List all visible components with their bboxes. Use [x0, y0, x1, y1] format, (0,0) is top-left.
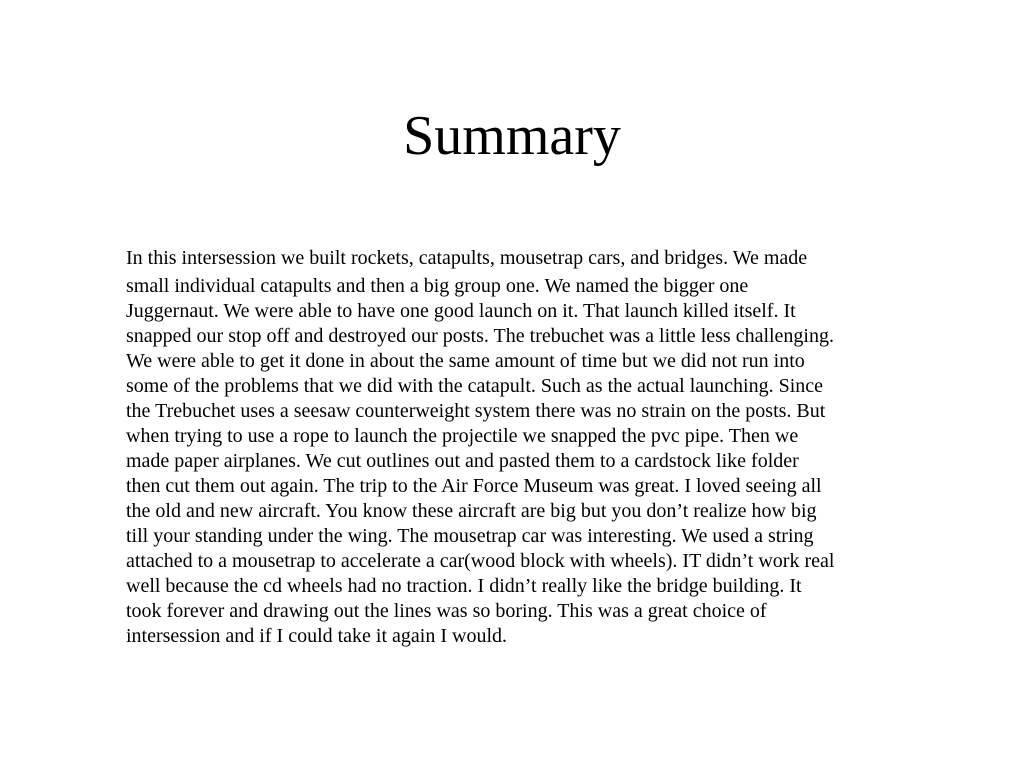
body-line: Juggernaut. We were able to have one good launch on it. That launch killed itself. It — [126, 300, 796, 322]
body-line: when trying to use a rope to launch the projectile we snapped the pvc pipe. Then we — [126, 425, 799, 447]
body-line: some of the problems that we did with the catapult. Such as the actual launching. Since — [126, 375, 824, 397]
body-line: In this intersession we built rockets, catapults, mousetrap cars, and bridges. We made — [126, 247, 808, 269]
body-line: We were able to get it done in about the same amount of time but we did not run into — [126, 350, 805, 372]
slide-title: Summary — [403, 105, 621, 167]
body-line: small individual catapults and then a big group one. We named the bigger one — [126, 275, 749, 297]
body-line: the old and new aircraft. You know these aircraft are big but you don’t realize how big — [126, 500, 817, 522]
summary-paragraph — [126, 246, 946, 649]
body-line: made paper airplanes. We cut outlines out and pasted them to a cardstock like folder — [126, 450, 799, 472]
body-line: attached to a mousetrap to accelerate a car(wood block with wheels). IT didn’t work real — [126, 550, 835, 572]
body-line: well because the cd wheels had no traction. I didn’t really like the bridge building. It — [126, 575, 802, 597]
body-line: snapped our stop off and destroyed our posts. The trebuchet was a little less challenging. — [126, 325, 834, 347]
body-line: intersession and if I could take it again I would. — [126, 625, 508, 647]
body-line: then cut them out again. The trip to the Air Force Museum was great. I loved seeing all — [126, 475, 822, 497]
body-line: the Trebuchet uses a seesaw counterweight system there was no strain on the posts. But — [126, 400, 826, 422]
body-line: till your standing under the wing. The mousetrap car was interesting. We used a string — [126, 525, 814, 547]
body-line: took forever and drawing out the lines was so boring. This was a great choice of — [126, 600, 767, 622]
